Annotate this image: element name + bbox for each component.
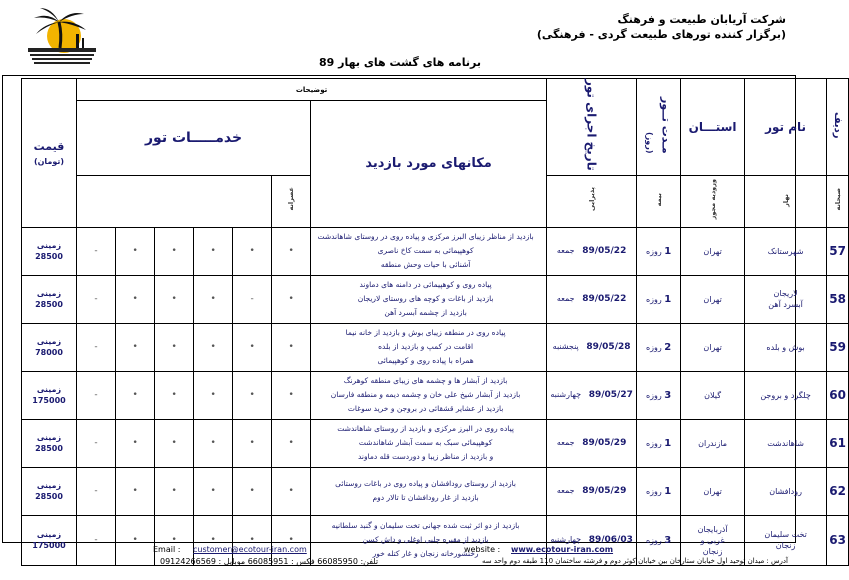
province: تهران [681,467,745,515]
service-cell: • [155,467,194,515]
place-line: بازدید از باغات و کوچه های روستای لاریجان [357,294,494,304]
header-duration: مـدت تــور (روز) [637,79,681,176]
tour-name: چلگرد و بروجن [745,371,827,419]
row-number: 57 [827,227,849,275]
duration: 1 روزه [637,419,681,467]
service-cell: • [155,371,194,419]
header-descriptions: توضیحات [77,79,547,101]
service-cell: • [272,467,311,515]
duration: 1 روزه [637,275,681,323]
email-label: Email : [153,545,181,554]
duration: 3 روزه [637,371,681,419]
service-cell: • [272,371,311,419]
service-cell: • [116,419,155,467]
header-service-afternoon-tea: عصرانه [272,175,311,227]
service-cell: - [77,275,116,323]
service-cell: • [233,323,272,371]
tour-name: تخت سلیمان زنجان [745,515,827,565]
place-line: بازدید از مناظر زیبای البرز مرکزی و پیاده روی در روستای شاهاندشت [317,232,534,242]
place-line: اقامت در کمپ و بازدید از بلده [378,342,474,352]
service-cell: • [233,467,272,515]
header-tour-name: نام تور [745,79,827,176]
place-line: پیاده روی در البرز مرکزی و بازدید از روستای شاهاندشت [337,424,514,434]
price: زمینی 78000 [22,323,77,371]
price: زمینی 28500 [22,419,77,467]
province: تهران [681,275,745,323]
province: مازندران [681,419,745,467]
header-service-refreshment: پذیرایی [547,175,637,227]
header-service-insurance: بیمه [637,175,681,227]
service-cell: • [272,419,311,467]
row-number: 62 [827,467,849,515]
place-line: بازدید از روستای رودافشان و پیاده روی در باغات روستائی [335,479,517,489]
service-cell: • [194,323,233,371]
service-cell: • [233,515,272,565]
service-cell: - [233,275,272,323]
place-line: بازدید از عشایر قشقائی در بروجن و خرید سوغات [347,404,504,414]
tour-date: 89/05/27 چهارشنبه [547,371,637,419]
service-cell: • [194,227,233,275]
service-cell: - [77,467,116,515]
header-province: استـــان [681,79,745,176]
tour-date: 89/06/03 چهارشنبه [547,515,637,565]
place-line: پیاده روی و کوهپیمائی در دامنه های دماوند [359,280,492,290]
header-date: تاریخ اجرای تور [547,79,637,176]
price: زمینی 28500 [22,227,77,275]
service-cell: - [77,419,116,467]
price: زمینی 175000 [22,371,77,419]
place-line: بازدید از دو اثر ثبت شده جهانی تخت سلیمان و گنبد سلطانیه [331,521,520,531]
table-row [22,275,849,323]
header-services: خدمـــــات تور [77,101,311,176]
company-name: شرکت آریابان طبیعت و فرهنگ [617,13,786,26]
tour-date: 89/05/22 جمعه [547,227,637,275]
tours-table [21,78,849,566]
row-number: 59 [827,323,849,371]
service-cell: • [116,515,155,565]
service-cell: - [77,515,116,565]
visit-places [311,227,547,275]
service-cell: • [272,227,311,275]
visit-places [311,275,547,323]
service-cell: • [194,371,233,419]
duration: 1 روزه [637,467,681,515]
duration: 1 روزه [637,227,681,275]
price: زمینی 28500 [22,275,77,323]
service-cell: - [77,371,116,419]
service-cell: • [155,275,194,323]
service-cell: • [116,467,155,515]
province: آذربایجان غربی و زنجان [681,515,745,565]
table-row [22,467,849,515]
service-cell: - [77,323,116,371]
service-cell: - [77,227,116,275]
tour-name: شهرستانک [745,227,827,275]
service-cell: • [116,323,155,371]
service-cell: • [194,419,233,467]
visit-places [311,419,547,467]
province: تهران [681,227,745,275]
header-row-number: ردیف [827,79,849,176]
place-line: بازدید از آبشار ها و چشمه های زیبای منطقه کوهرنگ [343,376,508,386]
service-cell: • [272,323,311,371]
table-row [22,323,849,371]
service-cell: • [116,275,155,323]
service-cell: • [155,419,194,467]
tour-date: 89/05/22 جمعه [547,275,637,323]
program-title: برنامه های گشت های بهار 89 [319,56,481,69]
tour-name: شاهاندشت [745,419,827,467]
place-line: پیاده روی در منطقه زیبای بوش و بازدید از خانه نیما [345,328,506,338]
service-cell: • [233,227,272,275]
tour-date: 89/05/29 جمعه [547,467,637,515]
address: آدرس : میدان توحید اول خیابان ستارخان بین خیابان کوثر دوم و فرشته ساختمان 110 طبقه دوم واحد سه [482,557,788,565]
service-cell: • [233,419,272,467]
duration: 3 روزه [637,515,681,565]
province: گیلان [681,371,745,419]
service-cell: • [155,515,194,565]
tour-date: 89/05/28 پنجشنبه [547,323,637,371]
service-cell: • [194,515,233,565]
row-number: 60 [827,371,849,419]
header-price: قیمت (تومان) [22,79,77,228]
company-tagline: (برگزار کننده تورهای طبیعت گردی - فرهنگی) [536,28,786,41]
place-line: بازدید از آبشار شیخ علی خان و چشمه دیمه و منطقه فارسان [330,390,521,400]
table-row [22,371,849,419]
tour-name: رودافشان [745,467,827,515]
visit-places [311,371,547,419]
place-line: رختشورخانه زنجان و غار کتله خور [372,549,479,559]
province: تهران [681,323,745,371]
place-line: بازدید از چشمه آبسرد آهن [384,308,467,318]
header-service-breakfast: صبحانه [827,175,849,227]
service-cell: • [272,275,311,323]
website-label: website : [464,545,501,554]
price: زمینی 28500 [22,467,77,515]
email-link[interactable]: customer@ecotour-iran.com [193,545,307,554]
place-line: و بازدید از مناظر زیبا و دوردست قله دماوند [357,452,494,462]
service-cell: • [155,323,194,371]
tour-name: لاریجان آبسرد آهن [745,275,827,323]
place-line: آشنائی با حیات وحش منطقه [380,260,471,270]
place-line: بازدید از مقبره چلبی اوغلی و داش کسن [362,535,489,545]
place-line: بازدید از غار رودافشان تا تالار دوم [372,493,479,503]
service-cell: • [194,467,233,515]
visit-places [311,467,547,515]
place-line: کوهپیمائی به سمت کاخ ناصری [377,246,474,256]
header-service-permit: ورودیه مجوز [681,175,745,227]
service-cell: • [272,515,311,565]
price: زمینی 175000 [22,515,77,565]
header-service-lunch: نهار [745,175,827,227]
service-cell: • [116,371,155,419]
service-cell: • [233,371,272,419]
row-number: 58 [827,275,849,323]
visit-places [311,323,547,371]
phone-line: تلفن: 66085950 فکس : 66085951 موبایل : 09124266569 [160,557,379,566]
tour-name: بوش و بلده [745,323,827,371]
table-row [22,419,849,467]
table-row [22,227,849,275]
place-line: همراه با پیاده روی و کوهپیمائی [377,356,474,366]
header-places: مکانهای مورد بازدید [311,101,547,228]
place-line: کوهپیمائی سبک به سمت آبشار شاهاندشت [358,438,493,448]
website-link[interactable]: www.ecotour-iran.com [511,545,614,554]
service-cell: • [194,275,233,323]
row-number: 61 [827,419,849,467]
row-number: 63 [827,515,849,565]
service-cell: • [155,227,194,275]
company-header [537,12,786,42]
tour-date: 89/05/29 جمعه [547,419,637,467]
duration: 2 روزه [637,323,681,371]
service-cell: • [116,227,155,275]
